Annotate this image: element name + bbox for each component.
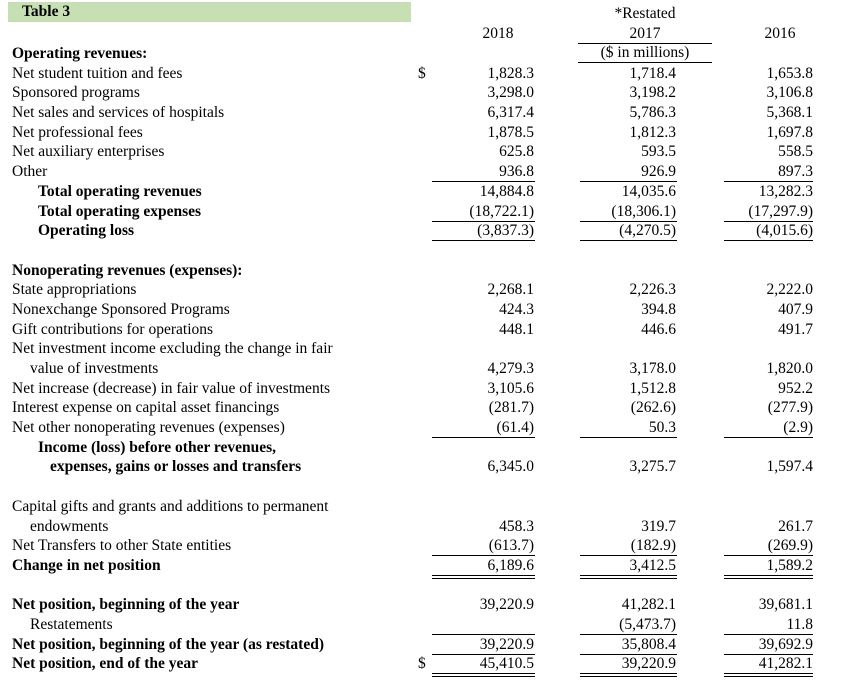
value-2018: 14,884.8 — [479, 182, 534, 200]
currency-symbol: $ — [418, 64, 426, 82]
row-label: Nonoperating revenues (expenses): — [12, 261, 243, 279]
value-2018: 39,220.9 — [479, 635, 534, 653]
table-row — [0, 280, 850, 300]
table-row — [0, 379, 850, 399]
value-2017: 39,220.9 — [621, 655, 676, 673]
row-label: Net position, end of the year — [12, 655, 198, 673]
value-2018: 625.8 — [499, 143, 534, 161]
currency-symbol: $ — [418, 655, 426, 673]
value-2017: 394.8 — [641, 300, 676, 318]
value-2016: 1,820.0 — [766, 360, 813, 377]
table-row — [0, 320, 850, 340]
table-row — [0, 398, 850, 418]
value-2016: 1,697.8 — [766, 123, 813, 141]
value-2017: 446.6 — [641, 320, 676, 338]
value-2017: (18,306.1) — [611, 202, 676, 220]
row-label: Income (loss) before other revenues, — [38, 438, 277, 456]
value-2016: 261.7 — [778, 517, 813, 535]
table-row — [0, 536, 850, 556]
value-2016: 491.7 — [778, 320, 813, 338]
table-row — [0, 261, 850, 281]
table-row — [0, 635, 850, 655]
row-label: Net other nonoperating revenues (expenses) — [12, 419, 285, 437]
spacer-row — [0, 241, 850, 261]
underline-rule — [580, 673, 677, 677]
value-2016: 3,106.8 — [766, 84, 813, 102]
column-header-2017: 2017 — [629, 25, 661, 42]
row-label: Change in net position — [12, 556, 161, 574]
value-2018: 424.3 — [499, 300, 534, 318]
row-label: Operating loss — [38, 222, 135, 240]
value-2017: 1,718.4 — [629, 64, 676, 82]
units-label: ($ in millions) — [578, 43, 712, 63]
value-2017: 3,178.0 — [629, 360, 676, 377]
value-2016: 39,681.1 — [758, 596, 813, 614]
value-2017: 1,512.8 — [629, 379, 676, 397]
value-2016: 5,368.1 — [766, 104, 813, 122]
row-label: Gift contributions for operations — [12, 320, 214, 338]
row-label: Interest expense on capital asset financings — [12, 399, 280, 417]
value-2018: 6,345.0 — [487, 458, 534, 476]
row-label: Net Transfers to other State entities — [12, 537, 232, 555]
value-2018: 458.3 — [499, 517, 534, 535]
value-2016: (17,297.9) — [748, 202, 813, 220]
row-label: Net professional fees — [12, 123, 143, 141]
value-2016: 2,222.0 — [766, 281, 813, 299]
table-row — [0, 457, 850, 477]
value-2016: 11.8 — [786, 615, 813, 633]
value-2016: (2.9) — [783, 419, 813, 437]
value-2017: 3,275.7 — [629, 458, 676, 476]
value-2018: 6,317.4 — [487, 104, 534, 122]
row-label: value of investments — [30, 360, 159, 377]
table-row — [0, 615, 850, 635]
value-2017: 5,786.3 — [629, 104, 676, 122]
value-2018: 6,189.6 — [487, 556, 534, 574]
row-label: Nonexchange Sponsored Programs — [12, 300, 230, 318]
row-label: Restatements — [30, 615, 113, 633]
row-label: Total operating expenses — [38, 202, 202, 220]
spacer-row — [0, 576, 850, 596]
column-header-2016: 2016 — [764, 25, 796, 42]
underline-rule — [432, 673, 535, 677]
table-row — [0, 83, 850, 103]
value-2016: 1,653.8 — [766, 64, 813, 82]
table-row — [0, 595, 850, 615]
row-label: Net increase (decrease) in fair value of investments — [12, 379, 331, 397]
value-2017: (4,270.5) — [619, 222, 676, 240]
value-2016: 407.9 — [778, 300, 813, 318]
value-2018: 448.1 — [499, 320, 534, 338]
table-row — [0, 497, 850, 517]
row-label: Capital gifts and grants and additions to permanent — [12, 497, 329, 515]
table-row — [0, 300, 850, 320]
value-2016: 952.2 — [778, 379, 813, 397]
row-label: Net student tuition and fees — [12, 64, 183, 82]
value-2018: 45,410.5 — [479, 655, 534, 673]
value-2017: 50.3 — [648, 419, 676, 437]
value-2016: (277.9) — [767, 399, 813, 417]
table-row — [0, 654, 850, 674]
row-label: Net position, beginning of the year (as restated) — [12, 635, 324, 653]
value-2016: 1,589.2 — [766, 556, 813, 574]
value-2018: (281.7) — [488, 399, 534, 417]
table-row — [0, 418, 850, 438]
table-row — [0, 517, 850, 537]
table-row — [0, 182, 850, 202]
table-row — [0, 221, 850, 241]
value-2017: 35,808.4 — [621, 635, 676, 653]
table-row — [0, 103, 850, 123]
table-title: Table 3 — [8, 2, 411, 22]
value-2018: 1,828.3 — [487, 64, 534, 82]
table-row — [0, 162, 850, 182]
table-row — [0, 64, 850, 84]
row-label: Net sales and services of hospitals — [12, 104, 225, 122]
table-row — [0, 556, 850, 576]
column-header-2018: 2018 — [482, 25, 514, 42]
table-row — [0, 44, 850, 64]
restated-note: *Restated — [614, 5, 676, 22]
value-2016: 39,692.9 — [758, 635, 813, 653]
value-2016: 897.3 — [778, 163, 813, 181]
row-label: State appropriations — [12, 281, 137, 299]
value-2016: 41,282.1 — [758, 655, 813, 673]
value-2018: (3,837.3) — [477, 222, 534, 240]
value-2018: 1,878.5 — [487, 123, 534, 141]
row-label: Other — [12, 163, 48, 181]
table-row — [0, 339, 850, 359]
value-2017: 2,226.3 — [629, 281, 676, 299]
value-2018: (18,722.1) — [469, 202, 534, 220]
value-2017: 14,035.6 — [621, 182, 676, 200]
value-2018: (613.7) — [488, 537, 534, 555]
value-2018: 4,279.3 — [487, 360, 534, 377]
financial-table — [0, 44, 850, 674]
value-2017: 319.7 — [641, 517, 676, 535]
row-label: endowments — [30, 517, 109, 535]
value-2017: 41,282.1 — [621, 596, 676, 614]
table-row — [0, 142, 850, 162]
value-2018: 39,220.9 — [479, 596, 534, 614]
table-row — [0, 438, 850, 458]
row-label: expenses, gains or losses and transfers — [50, 458, 302, 476]
row-label: Net auxiliary enterprises — [12, 143, 165, 161]
value-2016: 13,282.3 — [758, 182, 813, 200]
value-2017: 926.9 — [641, 163, 676, 181]
value-2016: (269.9) — [767, 537, 813, 555]
value-2017: 593.5 — [641, 143, 676, 161]
row-label: Net position, beginning of the year — [12, 596, 240, 614]
value-2016: 558.5 — [778, 143, 813, 161]
value-2017: 3,198.2 — [629, 84, 676, 102]
value-2017: (262.6) — [630, 399, 676, 417]
value-2017: 1,812.3 — [629, 123, 676, 141]
value-2018: (61.4) — [496, 419, 534, 437]
spacer-row — [0, 477, 850, 497]
value-2018: 3,298.0 — [487, 84, 534, 102]
value-2017: (182.9) — [630, 537, 676, 555]
table-row — [0, 202, 850, 222]
row-label: Net investment income excluding the change in fair — [12, 340, 333, 358]
value-2016: (4,015.6) — [756, 222, 813, 240]
value-2017: (5,473.7) — [619, 615, 676, 633]
table-row — [0, 123, 850, 143]
value-2018: 3,105.6 — [487, 379, 534, 397]
underline-rule — [724, 673, 813, 677]
row-label: Sponsored programs — [12, 84, 140, 102]
value-2018: 936.8 — [499, 163, 534, 181]
value-2017: 3,412.5 — [629, 556, 676, 574]
value-2018: 2,268.1 — [487, 281, 534, 299]
value-2016: 1,597.4 — [766, 458, 813, 476]
row-label: Operating revenues: — [12, 45, 148, 62]
table-row — [0, 359, 850, 379]
row-label: Total operating revenues — [38, 182, 202, 200]
